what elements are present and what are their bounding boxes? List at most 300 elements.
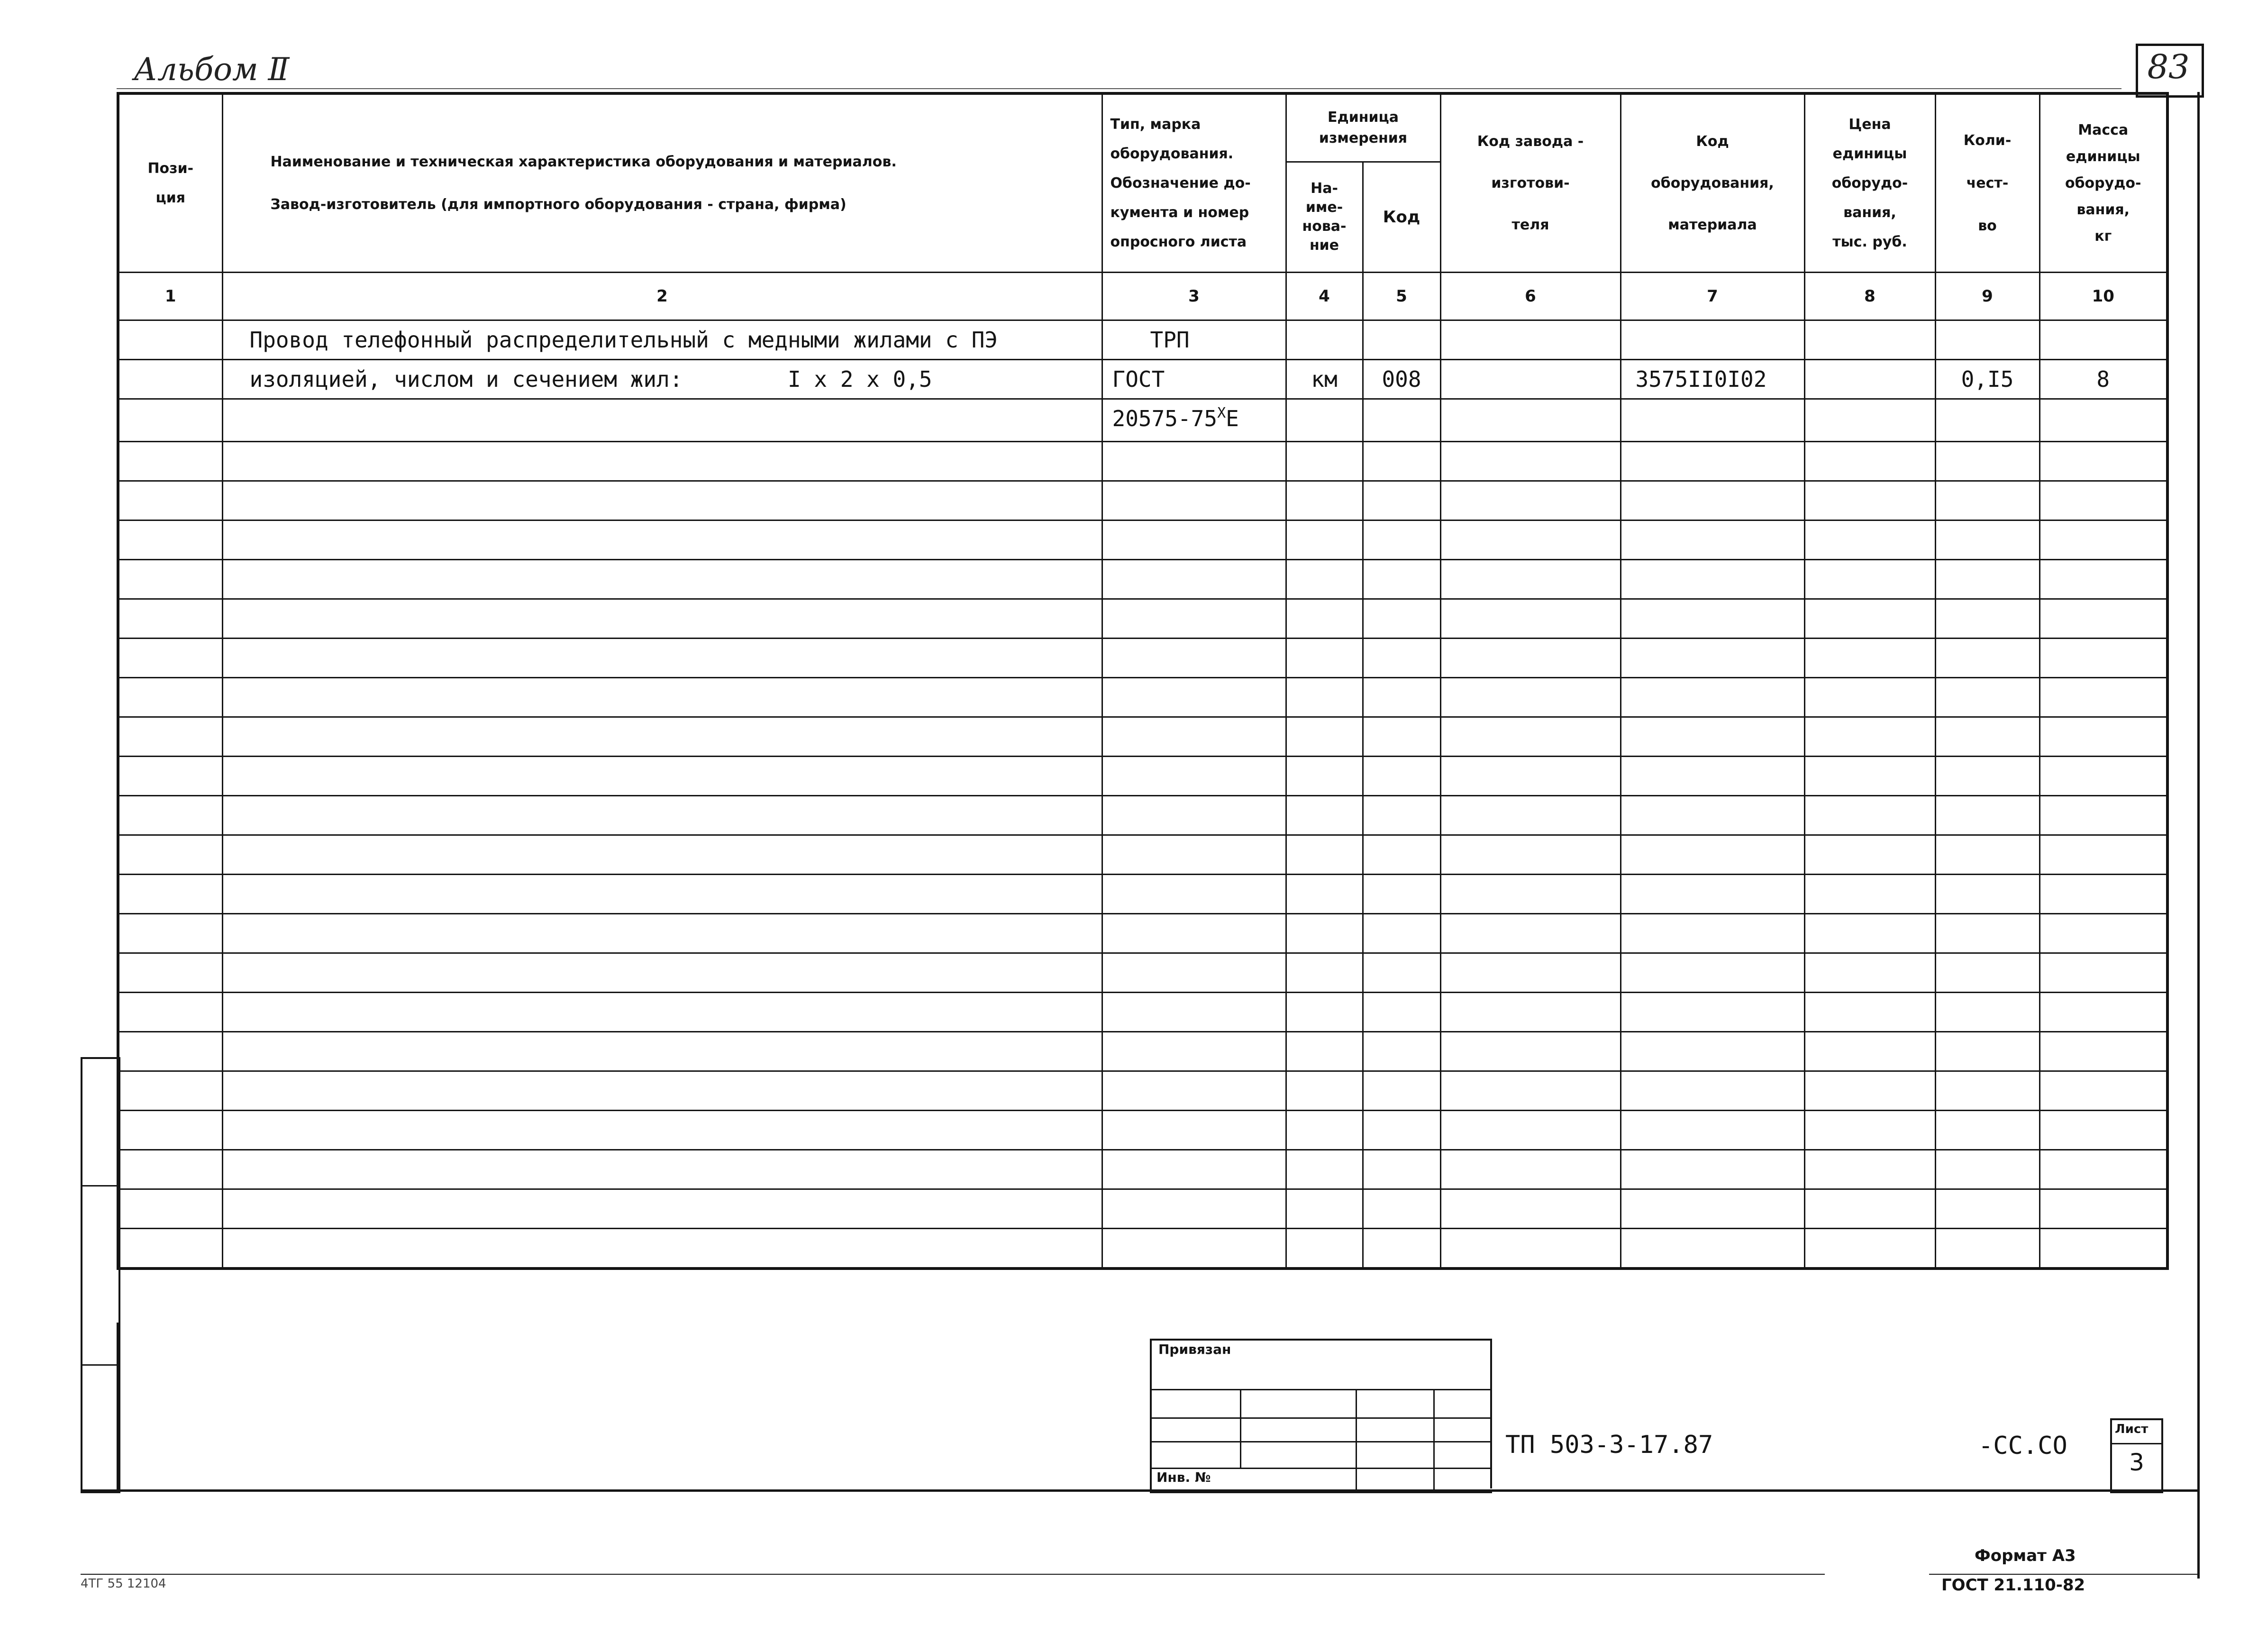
cell-position [118, 757, 222, 796]
cell-equipment-code [1621, 717, 1804, 757]
cell-quantity [1935, 1111, 2039, 1150]
cell-type [1102, 717, 1286, 757]
cell-quantity [1935, 399, 2039, 442]
cell-mass [2039, 1189, 2167, 1229]
cell-unit-code [1363, 399, 1440, 442]
cell-quantity [1935, 875, 2039, 914]
cell-equipment-code [1621, 1032, 1804, 1071]
album-label: Альбом Ⅱ [134, 51, 290, 88]
table-row [118, 835, 2167, 875]
cell-unit-code [1363, 1071, 1440, 1111]
cell-name: Провод телефонный распределительный с медными жилами с ПЭ [222, 320, 1102, 360]
cell-equipment-code: 3575II0I02 [1621, 360, 1804, 399]
cell-equipment-code [1621, 1150, 1804, 1189]
cell-mass [2039, 914, 2167, 953]
cell-type [1102, 599, 1286, 639]
header-name-line2: Завод-изготовитель (для импортного оборудования - страна, фирма) [270, 196, 847, 213]
cell-plant-code [1440, 1150, 1621, 1189]
cell-type [1102, 1229, 1286, 1269]
cell-quantity [1935, 1229, 2039, 1269]
header-type: Тип, марка оборудования. Обозначение до- кумента и номер опросного листа [1102, 93, 1286, 273]
cell-position [118, 599, 222, 639]
header-equipment-code: Код оборудования, материала [1621, 93, 1804, 273]
cell-type-superscript: X [1217, 405, 1226, 421]
cell-mass [2039, 678, 2167, 717]
cell-quantity [1935, 639, 2039, 678]
cell-mass [2039, 835, 2167, 875]
cell-mass [2039, 320, 2167, 360]
cell-plant-code [1440, 796, 1621, 835]
cell-plant-code [1440, 360, 1621, 399]
cell-quantity [1935, 757, 2039, 796]
cell-unit-code [1363, 914, 1440, 953]
cell-name [222, 1071, 1102, 1111]
header-name-line1: Наименование и техническая характеристика оборудования и материалов. [270, 153, 897, 170]
cell-type [1102, 757, 1286, 796]
cell-unit [1286, 1229, 1363, 1269]
doc-underline-left [1488, 1488, 1830, 1489]
frame-left-line [117, 1323, 119, 1491]
column-number-5: 5 [1363, 273, 1440, 320]
binding-col-1 [1240, 1389, 1241, 1468]
cell-unit-code [1363, 1229, 1440, 1269]
header-unit-code: Код [1363, 162, 1440, 273]
cell-unit-code [1363, 875, 1440, 914]
cell-type [1102, 914, 1286, 953]
cell-unit-code [1363, 560, 1440, 599]
header-unit-name: На- име- нова- ние [1286, 162, 1363, 273]
cell-unit: км [1286, 360, 1363, 399]
cell-equipment-code [1621, 442, 1804, 481]
cell-plant-code [1440, 1189, 1621, 1229]
top-dash-line [117, 88, 2121, 89]
column-number-1: 1 [118, 273, 222, 320]
cell-price [1804, 875, 1935, 914]
cell-equipment-code [1621, 993, 1804, 1032]
cell-quantity [1935, 1032, 2039, 1071]
cell-quantity [1935, 481, 2039, 520]
cell-price [1804, 1150, 1935, 1189]
cell-price [1804, 360, 1935, 399]
binding-title: Привязан [1158, 1342, 1231, 1357]
table-row [118, 717, 2167, 757]
cell-plant-code [1440, 953, 1621, 993]
cell-unit [1286, 914, 1363, 953]
cell-type [1102, 993, 1286, 1032]
cell-position [118, 914, 222, 953]
cell-equipment-code [1621, 835, 1804, 875]
binding-line-2 [1150, 1417, 1490, 1419]
cell-type [1102, 399, 1286, 442]
cell-quantity [1935, 914, 2039, 953]
cell-plant-code [1440, 717, 1621, 757]
cell-mass [2039, 399, 2167, 442]
cell-price [1804, 1071, 1935, 1111]
table-row [118, 442, 2167, 481]
column-number-6: 6 [1440, 273, 1621, 320]
table-row [118, 639, 2167, 678]
inventory-number-label: Инв. № [1156, 1469, 1211, 1485]
cell-unit [1286, 1150, 1363, 1189]
cell-unit-code [1363, 757, 1440, 796]
cell-name [222, 993, 1102, 1032]
cell-position [118, 639, 222, 678]
cell-unit [1286, 520, 1363, 560]
cell-mass [2039, 1229, 2167, 1269]
cell-type [1102, 678, 1286, 717]
cell-type [1102, 953, 1286, 993]
cell-name [222, 835, 1102, 875]
cell-price [1804, 639, 1935, 678]
cell-name [222, 796, 1102, 835]
frame-bottom-line [81, 1489, 2200, 1492]
cell-equipment-code [1621, 1111, 1804, 1150]
cell-quantity: 0,I5 [1935, 360, 2039, 399]
cell-name [222, 1189, 1102, 1229]
cell-type [1102, 520, 1286, 560]
cell-equipment-code [1621, 678, 1804, 717]
gost-label: ГОСТ 21.110-82 [1941, 1576, 2085, 1595]
cell-equipment-code [1621, 399, 1804, 442]
document-suffix: -СС.СО [1978, 1432, 2067, 1460]
document-code-text: ТП 503-3-17.87 [1505, 1431, 1713, 1459]
cell-unit-code [1363, 993, 1440, 1032]
table-row [118, 1150, 2167, 1189]
cell-equipment-code [1621, 1229, 1804, 1269]
cell-name [222, 1150, 1102, 1189]
cell-quantity [1935, 1189, 2039, 1229]
cell-position [118, 875, 222, 914]
cell-price [1804, 442, 1935, 481]
header-quantity: Коли- чест- во [1935, 93, 2039, 273]
cell-equipment-code [1621, 796, 1804, 835]
cell-equipment-code [1621, 757, 1804, 796]
cell-plant-code [1440, 835, 1621, 875]
cell-mass [2039, 520, 2167, 560]
cell-type [1102, 796, 1286, 835]
table-row [118, 1032, 2167, 1071]
cell-plant-code [1440, 320, 1621, 360]
cell-plant-code [1440, 1229, 1621, 1269]
cell-type [1102, 442, 1286, 481]
cell-unit [1286, 639, 1363, 678]
column-number-8: 8 [1804, 273, 1935, 320]
cell-plant-code [1440, 520, 1621, 560]
binding-line-4 [1150, 1468, 1490, 1469]
cell-unit [1286, 953, 1363, 993]
cell-price [1804, 953, 1935, 993]
cell-quantity [1935, 520, 2039, 560]
cell-equipment-code [1621, 320, 1804, 360]
cell-position [118, 1229, 222, 1269]
cell-plant-code [1440, 875, 1621, 914]
cell-name [222, 599, 1102, 639]
cell-position [118, 1032, 222, 1071]
cell-unit [1286, 399, 1363, 442]
cell-position [118, 953, 222, 993]
specification-rows [118, 320, 2167, 1269]
cell-unit-code [1363, 639, 1440, 678]
table-row [118, 360, 2167, 399]
table-row [118, 993, 2167, 1032]
column-number-2: 2 [222, 273, 1102, 320]
column-number-10: 10 [2039, 273, 2167, 320]
header-unit-mass: Масса единицы оборудо- вания, кг [2039, 93, 2167, 273]
table-row [118, 1071, 2167, 1111]
footer-line [81, 1574, 1825, 1575]
cell-position [118, 1111, 222, 1150]
cell-equipment-code [1621, 481, 1804, 520]
cell-plant-code [1440, 560, 1621, 599]
strip-divider-2 [81, 1364, 118, 1366]
cell-position [118, 835, 222, 875]
cell-unit-code [1363, 1032, 1440, 1071]
cell-unit-code [1363, 1111, 1440, 1150]
column-number-7: 7 [1621, 273, 1804, 320]
cell-price [1804, 717, 1935, 757]
cell-mass [2039, 1150, 2167, 1189]
cell-type [1102, 639, 1286, 678]
cell-mass [2039, 953, 2167, 993]
cell-name [222, 953, 1102, 993]
cell-unit [1286, 1032, 1363, 1071]
cell-unit-code [1363, 717, 1440, 757]
cell-quantity [1935, 678, 2039, 717]
header-plant-code: Код завода - изготови- теля [1440, 93, 1621, 273]
cell-unit-code: 008 [1363, 360, 1440, 399]
left-binding-strip [81, 1057, 120, 1493]
cell-unit [1286, 481, 1363, 520]
cell-equipment-code [1621, 1189, 1804, 1229]
cell-plant-code [1440, 914, 1621, 953]
cell-type: ТРП [1102, 320, 1286, 360]
cell-name [222, 442, 1102, 481]
cell-position [118, 1150, 222, 1189]
cell-quantity [1935, 442, 2039, 481]
header-name [222, 93, 1102, 273]
cell-quantity [1935, 599, 2039, 639]
cell-name [222, 639, 1102, 678]
table-row [118, 481, 2167, 520]
cell-type [1102, 481, 1286, 520]
cell-unit [1286, 1111, 1363, 1150]
cell-price [1804, 757, 1935, 796]
cell-unit [1286, 835, 1363, 875]
table-row [118, 953, 2167, 993]
footer-line-right [1929, 1574, 2199, 1575]
table-row [118, 599, 2167, 639]
cell-unit-code [1363, 953, 1440, 993]
table-row [118, 1229, 2167, 1269]
cell-position [118, 560, 222, 599]
cell-position [118, 399, 222, 442]
cell-equipment-code [1621, 875, 1804, 914]
sheet-label: Лист [2115, 1422, 2149, 1436]
cell-unit [1286, 1071, 1363, 1111]
cell-unit-code [1363, 442, 1440, 481]
table-row [118, 399, 2167, 442]
cell-name [222, 560, 1102, 599]
table-row [118, 1189, 2167, 1229]
cell-mass [2039, 875, 2167, 914]
cell-mass [2039, 796, 2167, 835]
table-row [118, 1111, 2167, 1150]
column-number-3: 3 [1102, 273, 1286, 320]
cell-plant-code [1440, 1032, 1621, 1071]
cell-plant-code [1440, 678, 1621, 717]
cell-position [118, 717, 222, 757]
table-row [118, 796, 2167, 835]
cell-name [222, 1032, 1102, 1071]
cell-name: изоляцией, числом и сечением жил: I x 2 x 0,5 [222, 360, 1102, 399]
cell-quantity [1935, 835, 2039, 875]
cell-equipment-code [1621, 639, 1804, 678]
cell-name [222, 757, 1102, 796]
cell-price [1804, 1229, 1935, 1269]
cell-mass: 8 [2039, 360, 2167, 399]
table-row [118, 875, 2167, 914]
cell-type [1102, 1111, 1286, 1150]
cell-type [1102, 835, 1286, 875]
cell-position [118, 678, 222, 717]
cell-unit [1286, 717, 1363, 757]
header-unit-price: Цена единицы оборудо- вания, тыс. руб. [1804, 93, 1935, 273]
cell-name [222, 1229, 1102, 1269]
cell-equipment-code [1621, 520, 1804, 560]
cell-unit-code [1363, 678, 1440, 717]
cell-unit [1286, 442, 1363, 481]
cell-quantity [1935, 1150, 2039, 1189]
cell-quantity [1935, 717, 2039, 757]
cell-price [1804, 1189, 1935, 1229]
cell-position [118, 320, 222, 360]
cell-type [1102, 875, 1286, 914]
cell-unit [1286, 320, 1363, 360]
cell-price [1804, 399, 1935, 442]
cell-type [1102, 1032, 1286, 1071]
cell-unit-code [1363, 835, 1440, 875]
cell-type [1102, 1150, 1286, 1189]
cell-plant-code [1440, 639, 1621, 678]
cell-plant-code [1440, 1111, 1621, 1150]
cell-unit [1286, 757, 1363, 796]
cell-plant-code [1440, 399, 1621, 442]
binding-line-3 [1150, 1441, 1490, 1442]
cell-equipment-code [1621, 953, 1804, 993]
cell-mass [2039, 1071, 2167, 1111]
cell-price [1804, 560, 1935, 599]
cell-type-main: 20575-75 [1112, 406, 1218, 431]
cell-price [1804, 678, 1935, 717]
cell-position [118, 993, 222, 1032]
sheet-number: 3 [2129, 1449, 2144, 1476]
frame-right-line [2197, 92, 2200, 1579]
cell-name [222, 875, 1102, 914]
cell-mass [2039, 993, 2167, 1032]
cell-quantity [1935, 560, 2039, 599]
cell-unit-code [1363, 1189, 1440, 1229]
cell-equipment-code [1621, 560, 1804, 599]
cell-mass [2039, 599, 2167, 639]
binding-line-1 [1150, 1389, 1490, 1390]
page-number: 83 [2147, 47, 2190, 86]
strip-divider-1 [81, 1185, 118, 1187]
cell-price [1804, 1111, 1935, 1150]
cell-position [118, 481, 222, 520]
cell-name [222, 520, 1102, 560]
cell-price [1804, 520, 1935, 560]
table-row [118, 320, 2167, 360]
cell-equipment-code [1621, 914, 1804, 953]
cell-plant-code [1440, 442, 1621, 481]
cell-position [118, 796, 222, 835]
cell-mass [2039, 1032, 2167, 1071]
cell-price [1804, 481, 1935, 520]
cell-position [118, 520, 222, 560]
cell-name [222, 914, 1102, 953]
cell-type [1102, 1071, 1286, 1111]
cell-mass [2039, 717, 2167, 757]
cell-name [222, 1111, 1102, 1150]
binding-col-3 [1433, 1389, 1435, 1490]
cell-equipment-code [1621, 599, 1804, 639]
column-number-9: 9 [1935, 273, 2039, 320]
cell-unit-code [1363, 599, 1440, 639]
specification-table [117, 92, 2169, 1270]
cell-unit [1286, 993, 1363, 1032]
cell-plant-code [1440, 481, 1621, 520]
header-position: Пози- ция [118, 93, 222, 273]
cell-plant-code [1440, 599, 1621, 639]
cell-price [1804, 1032, 1935, 1071]
cell-name [222, 399, 1102, 442]
cell-position [118, 360, 222, 399]
table-row [118, 520, 2167, 560]
cell-unit-code [1363, 1150, 1440, 1189]
cell-unit-code [1363, 481, 1440, 520]
cell-unit-code [1363, 320, 1440, 360]
cell-quantity [1935, 796, 2039, 835]
cell-position [118, 442, 222, 481]
cell-position [118, 1071, 222, 1111]
cell-price [1804, 835, 1935, 875]
table-row [118, 914, 2167, 953]
cell-price [1804, 320, 1935, 360]
sheet-box-divider [2110, 1443, 2163, 1444]
cell-unit [1286, 1189, 1363, 1229]
cell-equipment-code [1621, 1071, 1804, 1111]
cell-unit-code [1363, 796, 1440, 835]
cell-type-suffix: Е [1226, 406, 1239, 431]
table-row [118, 560, 2167, 599]
cell-type [1102, 560, 1286, 599]
cell-quantity [1935, 320, 2039, 360]
document-code [1505, 1431, 1713, 1459]
cell-plant-code [1440, 757, 1621, 796]
cell-mass [2039, 757, 2167, 796]
table-row [118, 678, 2167, 717]
cell-name [222, 481, 1102, 520]
cell-quantity [1935, 1071, 2039, 1111]
footer-code: 4ТГ 55 12104 [81, 1577, 166, 1591]
format-label: Формат А3 [1975, 1546, 2076, 1565]
cell-type: ГОСТ [1102, 360, 1286, 399]
column-number-4: 4 [1286, 273, 1363, 320]
cell-unit [1286, 678, 1363, 717]
cell-unit [1286, 599, 1363, 639]
cell-unit [1286, 875, 1363, 914]
table-row [118, 757, 2167, 796]
